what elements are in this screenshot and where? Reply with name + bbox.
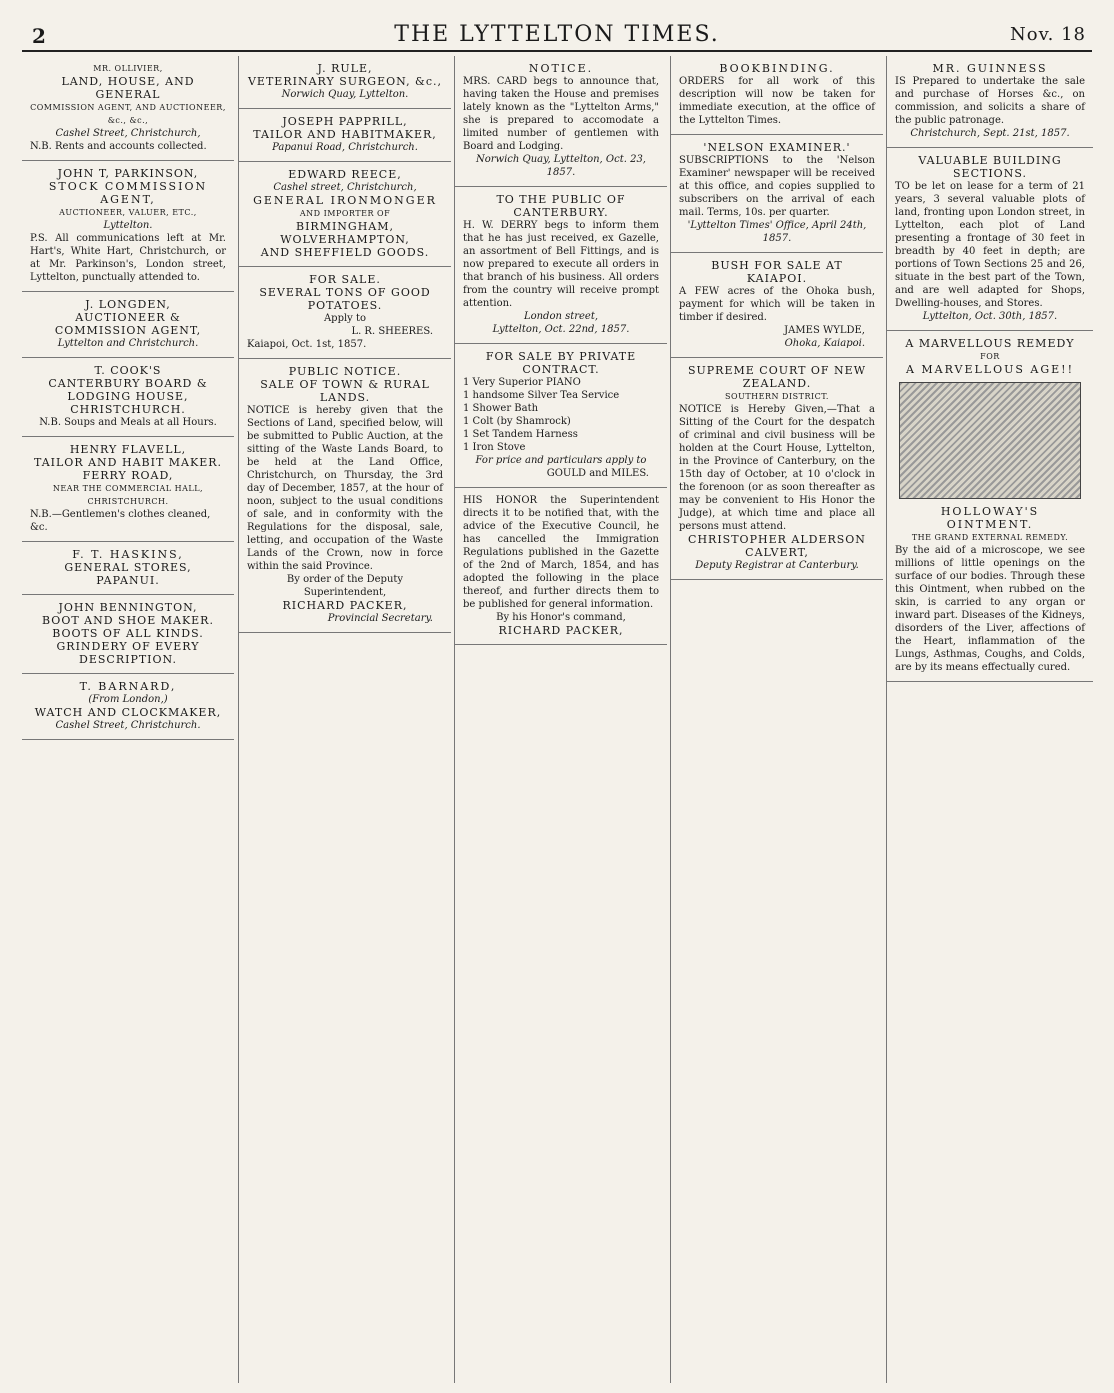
- ad-building-sections: [887, 148, 1093, 331]
- ad-bennington: [22, 595, 234, 674]
- ad-heading: NOTICE.: [528, 62, 594, 75]
- ad-item: 1 Very Superior PIANO: [463, 377, 581, 388]
- ad-line: CANTERBURY BOARD & LODGING HOUSE,: [48, 377, 208, 403]
- page-number: 2: [32, 24, 46, 48]
- column-3: [454, 56, 667, 1383]
- ad-body: ORDERS for all work of this description will now be taken for immediate execution, at the office of the Lyttelton Times.: [679, 76, 875, 126]
- ad-heading: BUSH FOR SALE AT KAIAPOI.: [711, 259, 843, 285]
- ad-rule: [239, 56, 451, 109]
- ad-card-notice: [455, 56, 667, 187]
- ad-name: MR. OLLIVIER,: [93, 64, 163, 73]
- ad-line: NEAR THE COMMERCIAL HALL,: [52, 484, 204, 493]
- ad-line: (From London,): [88, 694, 168, 705]
- ad-line: By his Honor's command,: [496, 612, 626, 623]
- ad-place: Kaiapoi, Oct. 1st, 1857.: [247, 339, 367, 350]
- ad-place: Norwich Quay, Lyttelton, Oct. 23, 1857.: [476, 154, 646, 178]
- ad-bush-for-sale: [671, 253, 883, 358]
- ad-line: WATCH AND CLOCKMAKER,: [34, 706, 222, 719]
- ad-note: N.B.—Gentlemen's clothes cleaned, &c.: [30, 509, 211, 533]
- ad-address: Lyttelton and Christchurch.: [57, 338, 199, 349]
- ad-bookbinding: [671, 56, 883, 135]
- column-5: [886, 56, 1093, 1383]
- ad-body: By the aid of a microscope, we see millions of little openings on the surface of our bodies. Through these this Ointment, when rubbed on the skin, is carried to any organ or inward part. Diseases of the Kidneys, disorders of the Liver, affections of the Heart, inflammation of the Lungs, Asthmas, Coughs, and Colds, are by its means effectually cured.: [895, 545, 1085, 673]
- ad-body: A FEW acres of the Ohoka bush, payment for which will be taken in timber if desired.: [679, 286, 875, 323]
- ad-signer: GOULD and MILES.: [546, 468, 649, 479]
- ad-line: For price and particulars apply to: [475, 455, 647, 466]
- ad-body: HIS HONOR the Superintendent directs it to be notified that, with the advice of the Executive Council, he has cancelled the Immigration Regulations published in the Gazette of the 2nd of March, 1854, and has adopted the following in the place thereof, and further directs them to be published for general information.: [463, 495, 659, 610]
- ad-address: Norwich Quay, Lyttelton.: [281, 89, 409, 100]
- ad-derry: [455, 187, 667, 344]
- ad-body: NOTICE is Hereby Given,—That a Sitting of the Court for the despatch of criminal and civil business will be holden at the Court House, Lyttelton, in the Province of Canterbury, on the 15th day of October, at 10 o'clock in the forenoon (or as soon thereafter as may be convenient to His Honor the Judge), at which time and place all persons must attend.: [679, 404, 875, 532]
- ad-line: AND SHEFFIELD GOODS.: [260, 246, 430, 259]
- ad-signer: JAMES WYLDE,: [784, 325, 865, 336]
- ad-guinness: [887, 56, 1093, 148]
- ad-nelson-examiner: [671, 135, 883, 253]
- ad-address: Cashel Street, Christchurch,: [55, 128, 201, 139]
- ad-heading: MR. GUINNESS: [932, 62, 1048, 75]
- ad-heading: FOR SALE.: [309, 273, 381, 286]
- ad-line: BIRMINGHAM, WOLVERHAMPTON,: [280, 220, 410, 246]
- ad-name: J. RULE,: [317, 62, 373, 75]
- ad-signer: RICHARD PACKER,: [282, 599, 408, 612]
- ad-name: HENRY FLAVELL,: [69, 443, 187, 456]
- ad-line: LAND, HOUSE, AND GENERAL: [61, 75, 195, 101]
- ad-line: AUCTIONEER, VALUER, ETC.,: [59, 208, 197, 217]
- ad-note: N.B. Rents and accounts collected.: [30, 141, 207, 152]
- ad-body: TO be let on lease for a term of 21 years, 3 several valuable plots of land, fronting upon London street, in Lyttelton, each plot of Land presenting a frontage of 30 feet in breadth by 40 feet in depth; are portions of Town Sections 25 and 26, situate in the best part of the Town, and are well adapted for Shops, Dwelling-houses, and Stores.: [895, 181, 1085, 309]
- ad-place: London street,: [523, 311, 599, 322]
- ad-title: Provincial Secretary.: [327, 613, 433, 624]
- ad-line: AUCTIONEER & COMMISSION AGENT,: [54, 311, 202, 337]
- ad-private-contract: [455, 344, 667, 488]
- ad-cook: [22, 358, 234, 437]
- ad-item: 1 Iron Stove: [463, 442, 526, 453]
- ad-name: J. LONGDEN,: [85, 298, 171, 311]
- ad-line: FERRY ROAD,: [82, 469, 174, 482]
- ad-place: Ohoka, Kaiapoi.: [784, 338, 865, 349]
- ad-line: COMMISSION AGENT, AND AUCTIONEER, &c., &c.,: [30, 103, 226, 125]
- column-1: [22, 56, 234, 1383]
- ad-name: T. BARNARD,: [79, 680, 177, 693]
- ad-body: IS Prepared to undertake the sale and purchase of Horses &c., on commission, and solicits a share of the public patronage.: [895, 76, 1085, 126]
- ad-line: PAPANUI.: [96, 574, 160, 587]
- ad-line: STOCK COMMISSION AGENT,: [48, 180, 208, 206]
- ad-parkinson: [22, 161, 234, 292]
- ad-address: Cashel street, Christchurch,: [273, 182, 417, 193]
- ad-line: By order of the Deputy Superintendent,: [286, 574, 404, 598]
- ad-place: Christchurch, Sept. 21st, 1857.: [910, 128, 1070, 139]
- ad-heading: FOR SALE BY PRIVATE CONTRACT.: [485, 350, 637, 376]
- ad-body: SUBSCRIPTIONS to the 'Nelson Examiner' newspaper will be received at this office, and copies supplied to subscribers on the arrival of each mail. Terms, 10s. per quarter.: [679, 155, 875, 218]
- ad-heading: TO THE PUBLIC OF CANTERBURY.: [496, 193, 626, 219]
- ad-line: CHRISTCHURCH.: [87, 497, 169, 506]
- ad-longden: [22, 292, 234, 358]
- ad-date: Lyttelton, Oct. 30th, 1857.: [922, 311, 1058, 322]
- newspaper-title: THE LYTTELTON TIMES.: [394, 22, 720, 47]
- ad-line: VETERINARY SURGEON, &c.,: [247, 75, 443, 88]
- ad-line: CHRISTCHURCH.: [70, 403, 186, 416]
- ad-for-sale-potatoes: [239, 267, 451, 359]
- ad-heading: BOOKBINDING.: [719, 62, 835, 75]
- masthead: [22, 14, 1092, 52]
- ad-place: 'Lyttelton Times' Office, April 24th, 1857.: [687, 220, 867, 244]
- ad-line: Apply to: [323, 313, 367, 324]
- ad-reece: [239, 162, 451, 267]
- ad-body: MRS. CARD begs to announce that, having taken the House and premises lately known as the "Lyttelton Arms," she is prepared to accomodate a limited number of gentlemen with Board and Lodging.: [463, 76, 659, 152]
- ad-name: JOSEPH PAPPRILL,: [282, 115, 408, 128]
- ad-barnard: [22, 674, 234, 740]
- ad-body: SEVERAL TONS OF GOOD POTATOES.: [259, 286, 431, 312]
- ad-haskins: [22, 542, 234, 595]
- ad-note: N.B. Soups and Meals at all Hours.: [39, 417, 217, 428]
- ad-flavell: [22, 437, 234, 542]
- ad-line: FOR: [980, 352, 1000, 361]
- ad-heading: SUPREME COURT OF NEW ZEALAND.: [687, 364, 867, 390]
- ad-note: P.S. All communications left at Mr. Hart's, White Hart, Christchurch, or at Mr. Parkinson's, London street, Lyttelton, punctually attended to.: [30, 233, 226, 283]
- ad-address: Cashel Street, Christchurch.: [55, 720, 201, 731]
- issue-date: Nov. 18: [1010, 24, 1086, 45]
- ad-signer: CHRISTOPHER ALDERSON CALVERT,: [688, 533, 866, 559]
- ad-item: 1 Colt (by Shamrock): [463, 416, 571, 427]
- ad-date: Lyttelton, Oct. 22nd, 1857.: [492, 324, 630, 335]
- ad-subheading: THE GRAND EXTERNAL REMEDY.: [911, 533, 1069, 542]
- ad-line: GENERAL STORES,: [64, 561, 192, 574]
- ad-papprill: [239, 109, 451, 162]
- ad-body: NOTICE is hereby given that the Sections of Land, specified below, will be submitted to Public Auction, at the sitting of the Waste Lands Board, to be held at the Land Office, Christchurch, on Thursday, the 3rd day of December, 1857, at the hour of noon, subject to the usual conditions of sale, and in conformity with the Regulations for the disposal, sale, letting, and occupation of the Waste Lands of the Crown, now in force within the said Province.: [247, 405, 443, 572]
- ad-public-notice: [239, 359, 451, 633]
- ad-supreme-court: [671, 358, 883, 580]
- ad-superintendent-notice: [455, 488, 667, 645]
- ad-name: F. T. HASKINS,: [72, 548, 184, 561]
- ad-heading: PUBLIC NOTICE.: [288, 365, 402, 378]
- ad-holloway: [887, 331, 1093, 682]
- ad-signer: L. R. SHEERES.: [351, 326, 433, 337]
- ad-line: TAILOR AND HABITMAKER,: [253, 128, 437, 141]
- ad-heading: VALUABLE BUILDING SECTIONS.: [918, 154, 1062, 180]
- ad-heading: A MARVELLOUS REMEDY: [905, 337, 1075, 350]
- ad-heading: A MARVELLOUS AGE!!: [905, 363, 1075, 376]
- ad-title: Deputy Registrar at Canterbury.: [695, 560, 859, 571]
- ad-signer: RICHARD PACKER,: [498, 624, 624, 637]
- ad-subheading: SOUTHERN DISTRICT.: [725, 392, 829, 401]
- ad-address: Lyttelton.: [103, 220, 153, 231]
- column-4: [670, 56, 883, 1383]
- ad-name: EDWARD REECE,: [288, 168, 402, 181]
- page-columns: [22, 56, 1092, 1383]
- ad-line: BOOT AND SHOE MAKER.: [42, 614, 214, 627]
- ad-line: GRINDERY OF EVERY DESCRIPTION.: [56, 640, 200, 666]
- ad-subheading: SALE OF TOWN & RURAL LANDS.: [260, 378, 430, 404]
- ad-name: JOHN BENNINGTON,: [58, 601, 198, 614]
- ad-line: TAILOR AND HABIT MAKER.: [33, 456, 223, 469]
- column-2: [238, 56, 451, 1383]
- ad-line: BOOTS OF ALL KINDS.: [52, 627, 204, 640]
- ad-item: 1 Shower Bath: [463, 403, 539, 414]
- ad-name: JOHN T, PARKINSON,: [57, 167, 199, 180]
- ad-item: 1 handsome Silver Tea Service: [463, 390, 620, 401]
- ad-body: H. W. DERRY begs to inform them that he has just received, ex Gazelle, an assortment of Bell Fittings, and is now prepared to execute all orders in that branch of his business. All orders from the country will receive prompt attention.: [463, 220, 659, 309]
- ad-item: 1 Set Tandem Harness: [463, 429, 578, 440]
- ad-heading: HOLLOWAY'S OINTMENT.: [940, 505, 1040, 531]
- ad-address: Papanui Road, Christchurch.: [272, 142, 418, 153]
- ad-ollivier: [22, 56, 234, 161]
- engraving-illustration: [899, 382, 1081, 499]
- ad-heading: 'NELSON EXAMINER.': [703, 141, 851, 154]
- ad-line: GENERAL IRONMONGER: [253, 194, 437, 207]
- ad-line: AND IMPORTER OF: [299, 209, 391, 218]
- ad-name: T. COOK'S: [94, 364, 162, 377]
